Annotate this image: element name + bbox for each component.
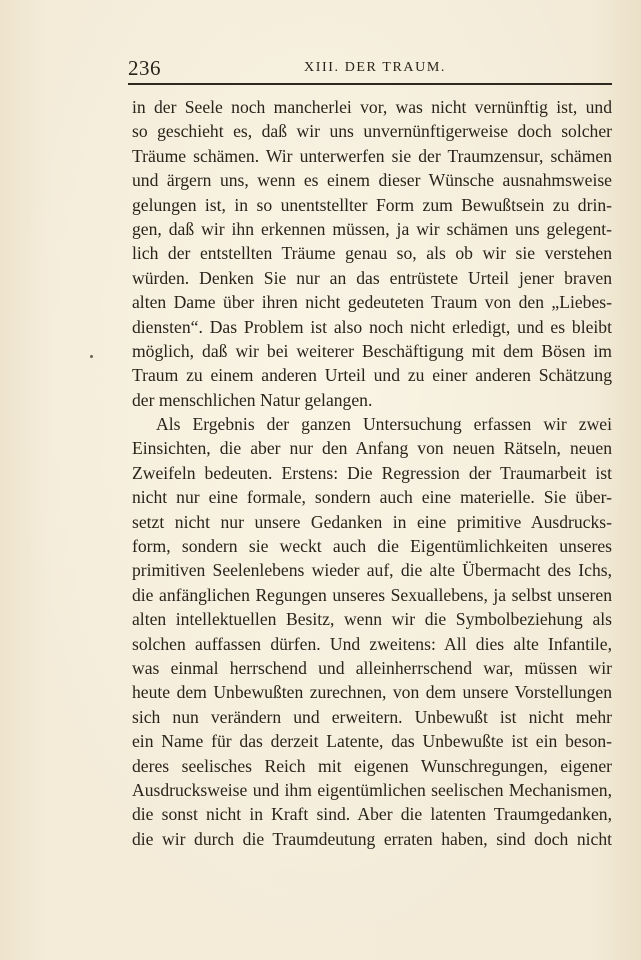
- text-line: der menschlichen Natur gelangen.: [132, 389, 373, 410]
- text-line: deres seelisches Reich mit eigenen Wunschregungen, eigener: [132, 755, 612, 776]
- text-line: heute dem Unbewußten zurechnen, von dem unsere Vorstellungen: [132, 682, 612, 703]
- text-line: sich nun verändern und erweitern. Unbewußt ist nicht mehr: [132, 706, 612, 727]
- header-rule: [128, 83, 612, 85]
- text-line: Als Ergebnis der ganzen Untersuchung erfassen wir zwei: [156, 414, 612, 435]
- text-line: Einsichten, die aber nur den Anfang von neuen Rätseln, neuen: [132, 438, 612, 459]
- text-line: Traum zu einem anderen Urteil und zu einer anderen Schätzung: [132, 365, 612, 386]
- text-line: Ausdrucksweise und ihm eigentümlichen seelischen Mechanismen,: [132, 779, 612, 800]
- text-line: form, sondern sie weckt auch die Eigentümlichkeiten unseres: [132, 536, 612, 557]
- text-line: würden. Denken Sie nur an das entrüstete Urteil jener braven: [132, 267, 612, 288]
- text-line: diensten“. Das Problem ist also noch nicht erledigt, und es bleibt: [132, 316, 612, 337]
- page-number: 236: [128, 56, 161, 80]
- text-line: was einmal herrschend und alleinherrschend war, müssen wir: [132, 657, 612, 678]
- text-line: so geschieht es, daß wir uns unvernünftigerweise doch solcher: [132, 121, 612, 142]
- paragraph-1: [132, 95, 612, 412]
- text-line: setzt nicht nur unsere Gedanken in eine primitive Ausdrucks-: [132, 511, 612, 532]
- text-line: die wir durch die Traumdeutung erraten haben, sind doch nicht: [132, 828, 612, 849]
- body-text: [132, 95, 612, 851]
- text-line: die sonst nicht in Kraft sind. Aber die latenten Traumgedanken,: [132, 804, 612, 825]
- text-line: alten intellektuellen Besitz, wenn wir die Symbolbeziehung als: [132, 609, 612, 630]
- text-line: gen, daß wir ihn erkennen müssen, ja wir schämen uns gelegent-: [132, 218, 612, 239]
- text-line: gelungen ist, in so unentstellter Form zum Bewußtsein zu drin-: [132, 194, 612, 215]
- text-line: solchen auffassen dürfen. Und zweitens: All dies alte Infantile,: [132, 633, 612, 654]
- text-line: lich der entstellten Träume genau so, als ob wir sie verstehen: [132, 243, 612, 264]
- text-line: alten Dame über ihren nicht gedeuteten Traum von den „Liebes-: [132, 292, 612, 313]
- text-line: primitiven Seelenlebens wieder auf, die alte Übermacht des Ichs,: [132, 560, 612, 581]
- text-line: nicht nur eine formale, sondern auch eine materielle. Sie über-: [132, 487, 612, 508]
- text-line: die anfänglichen Regungen unseres Sexuallebens, ja selbst unseren: [132, 584, 612, 605]
- margin-mark: [90, 355, 93, 358]
- text-line: ein Name für das derzeit Latente, das Unbewußte ist ein beson-: [132, 731, 612, 752]
- text-line: Träume schämen. Wir unterwerfen sie der Traumzensur, schämen: [132, 145, 612, 166]
- text-line: in der Seele noch mancherlei vor, was nicht vernünftig ist, und: [132, 97, 612, 117]
- text-line: und ärgern uns, wenn es einem dieser Wünsche ausnahmsweise: [132, 170, 612, 191]
- running-head: XIII. DER TRAUM.: [304, 60, 447, 75]
- text-line: Zweifeln bedeuten. Erstens: Die Regression der Traumarbeit ist: [132, 462, 612, 483]
- page-header: [128, 56, 612, 82]
- text-line: möglich, daß wir bei weiterer Beschäftigung mit dem Bösen im: [132, 340, 612, 361]
- paragraph-2: [132, 412, 612, 851]
